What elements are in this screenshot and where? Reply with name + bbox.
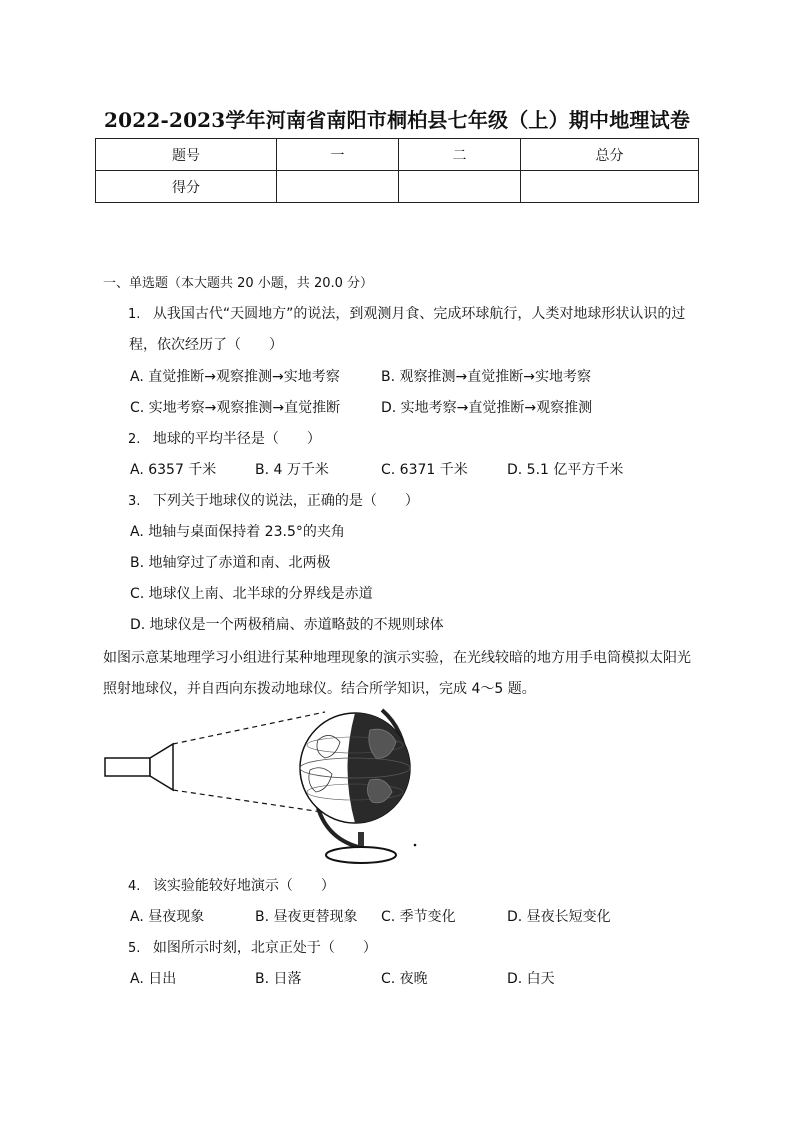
table-cell: 得分 xyxy=(96,171,277,203)
question-text: 如图所示时刻，北京正处于（ ） xyxy=(152,940,377,956)
option-b[interactable]: B. 观察推测→直觉推断→实地考察 xyxy=(381,369,591,385)
question-number: 4. xyxy=(128,879,141,894)
table-row xyxy=(96,171,699,203)
question-4 xyxy=(128,875,335,895)
question-text: 下列关于地球仪的说法，正确的是（ ） xyxy=(152,493,419,509)
option-b[interactable]: B. 地轴穿过了赤道和南、北两极 xyxy=(130,555,331,571)
passage-line-2: 照射地球仪，并自西向东拨动地球仪。结合所学知识，完成 4～5 题。 xyxy=(103,681,536,697)
option-b[interactable]: B. 昼夜更替现象 xyxy=(255,909,358,925)
option-d[interactable]: D. 实地考察→直觉推断→观察推测 xyxy=(381,400,593,416)
option-c[interactable]: C. 6371 千米 xyxy=(381,462,468,478)
table-cell: 二 xyxy=(399,139,521,171)
option-d[interactable]: D. 地球仪是一个两极稍扁、赤道略鼓的不规则球体 xyxy=(130,617,444,633)
question-3 xyxy=(128,490,419,510)
globe-flashlight-figure xyxy=(100,700,430,870)
option-d[interactable]: D. 白天 xyxy=(507,971,555,987)
question-number: 3. xyxy=(128,494,141,509)
question-number: 2. xyxy=(128,432,141,447)
globe-stand-base xyxy=(326,847,396,863)
table-cell: 一 xyxy=(277,139,399,171)
option-a[interactable]: A. 6357 千米 xyxy=(130,462,217,478)
question-2 xyxy=(128,428,321,448)
question-5 xyxy=(128,937,377,957)
passage-line-1: 如图示意某地理学习小组进行某种地理现象的演示实验，在光线较暗的地方用手电筒模拟太阳光 xyxy=(103,650,691,666)
option-a[interactable]: A. 昼夜现象 xyxy=(130,909,205,925)
question-number: 5. xyxy=(128,941,141,956)
question-text: 该实验能较好地演示（ ） xyxy=(152,878,335,894)
option-c[interactable]: C. 地球仪上南、北半球的分界线是赤道 xyxy=(130,586,373,602)
exam-title: 2022-2023学年河南省南阳市桐柏县七年级（上）期中地理试卷 xyxy=(103,108,691,132)
flashlight-body xyxy=(105,758,150,776)
table-cell xyxy=(399,171,521,203)
question-number: 1. xyxy=(128,307,141,322)
option-a[interactable]: A. 日出 xyxy=(130,971,177,987)
option-c[interactable]: C. 实地考察→观察推测→直觉推断 xyxy=(130,400,341,416)
table-cell xyxy=(521,171,699,203)
table-cell xyxy=(277,171,399,203)
dot-mark xyxy=(414,844,417,847)
option-a[interactable]: A. 直觉推断→观察推测→实地考察 xyxy=(130,369,340,385)
light-ray-top xyxy=(173,712,325,744)
score-table xyxy=(95,138,699,203)
table-row xyxy=(96,139,699,171)
question-text-continued: 程，依次经历了（ ） xyxy=(129,337,283,353)
option-c[interactable]: C. 季节变化 xyxy=(381,909,456,925)
option-a[interactable]: A. 地轴与桌面保持着 23.5°的夹角 xyxy=(130,524,345,540)
table-cell: 题号 xyxy=(96,139,277,171)
option-b[interactable]: B. 4 万千米 xyxy=(255,462,329,478)
question-text: 地球的平均半径是（ ） xyxy=(152,431,321,447)
flashlight-head xyxy=(150,744,173,790)
table-cell: 总分 xyxy=(521,139,699,171)
question-1 xyxy=(128,303,685,323)
option-c[interactable]: C. 夜晚 xyxy=(381,971,428,987)
option-d[interactable]: D. 昼夜长短变化 xyxy=(507,909,611,925)
section-heading: 一、单选题（本大题共 20 小题，共 20.0 分） xyxy=(103,276,374,291)
option-b[interactable]: B. 日落 xyxy=(255,971,302,987)
light-ray-bottom xyxy=(173,790,322,812)
question-text: 从我国古代“天圆地方”的说法，到观测月食、完成环球航行，人类对地球形状认识的过 xyxy=(152,306,686,322)
option-d[interactable]: D. 5.1 亿平方千米 xyxy=(507,462,624,478)
